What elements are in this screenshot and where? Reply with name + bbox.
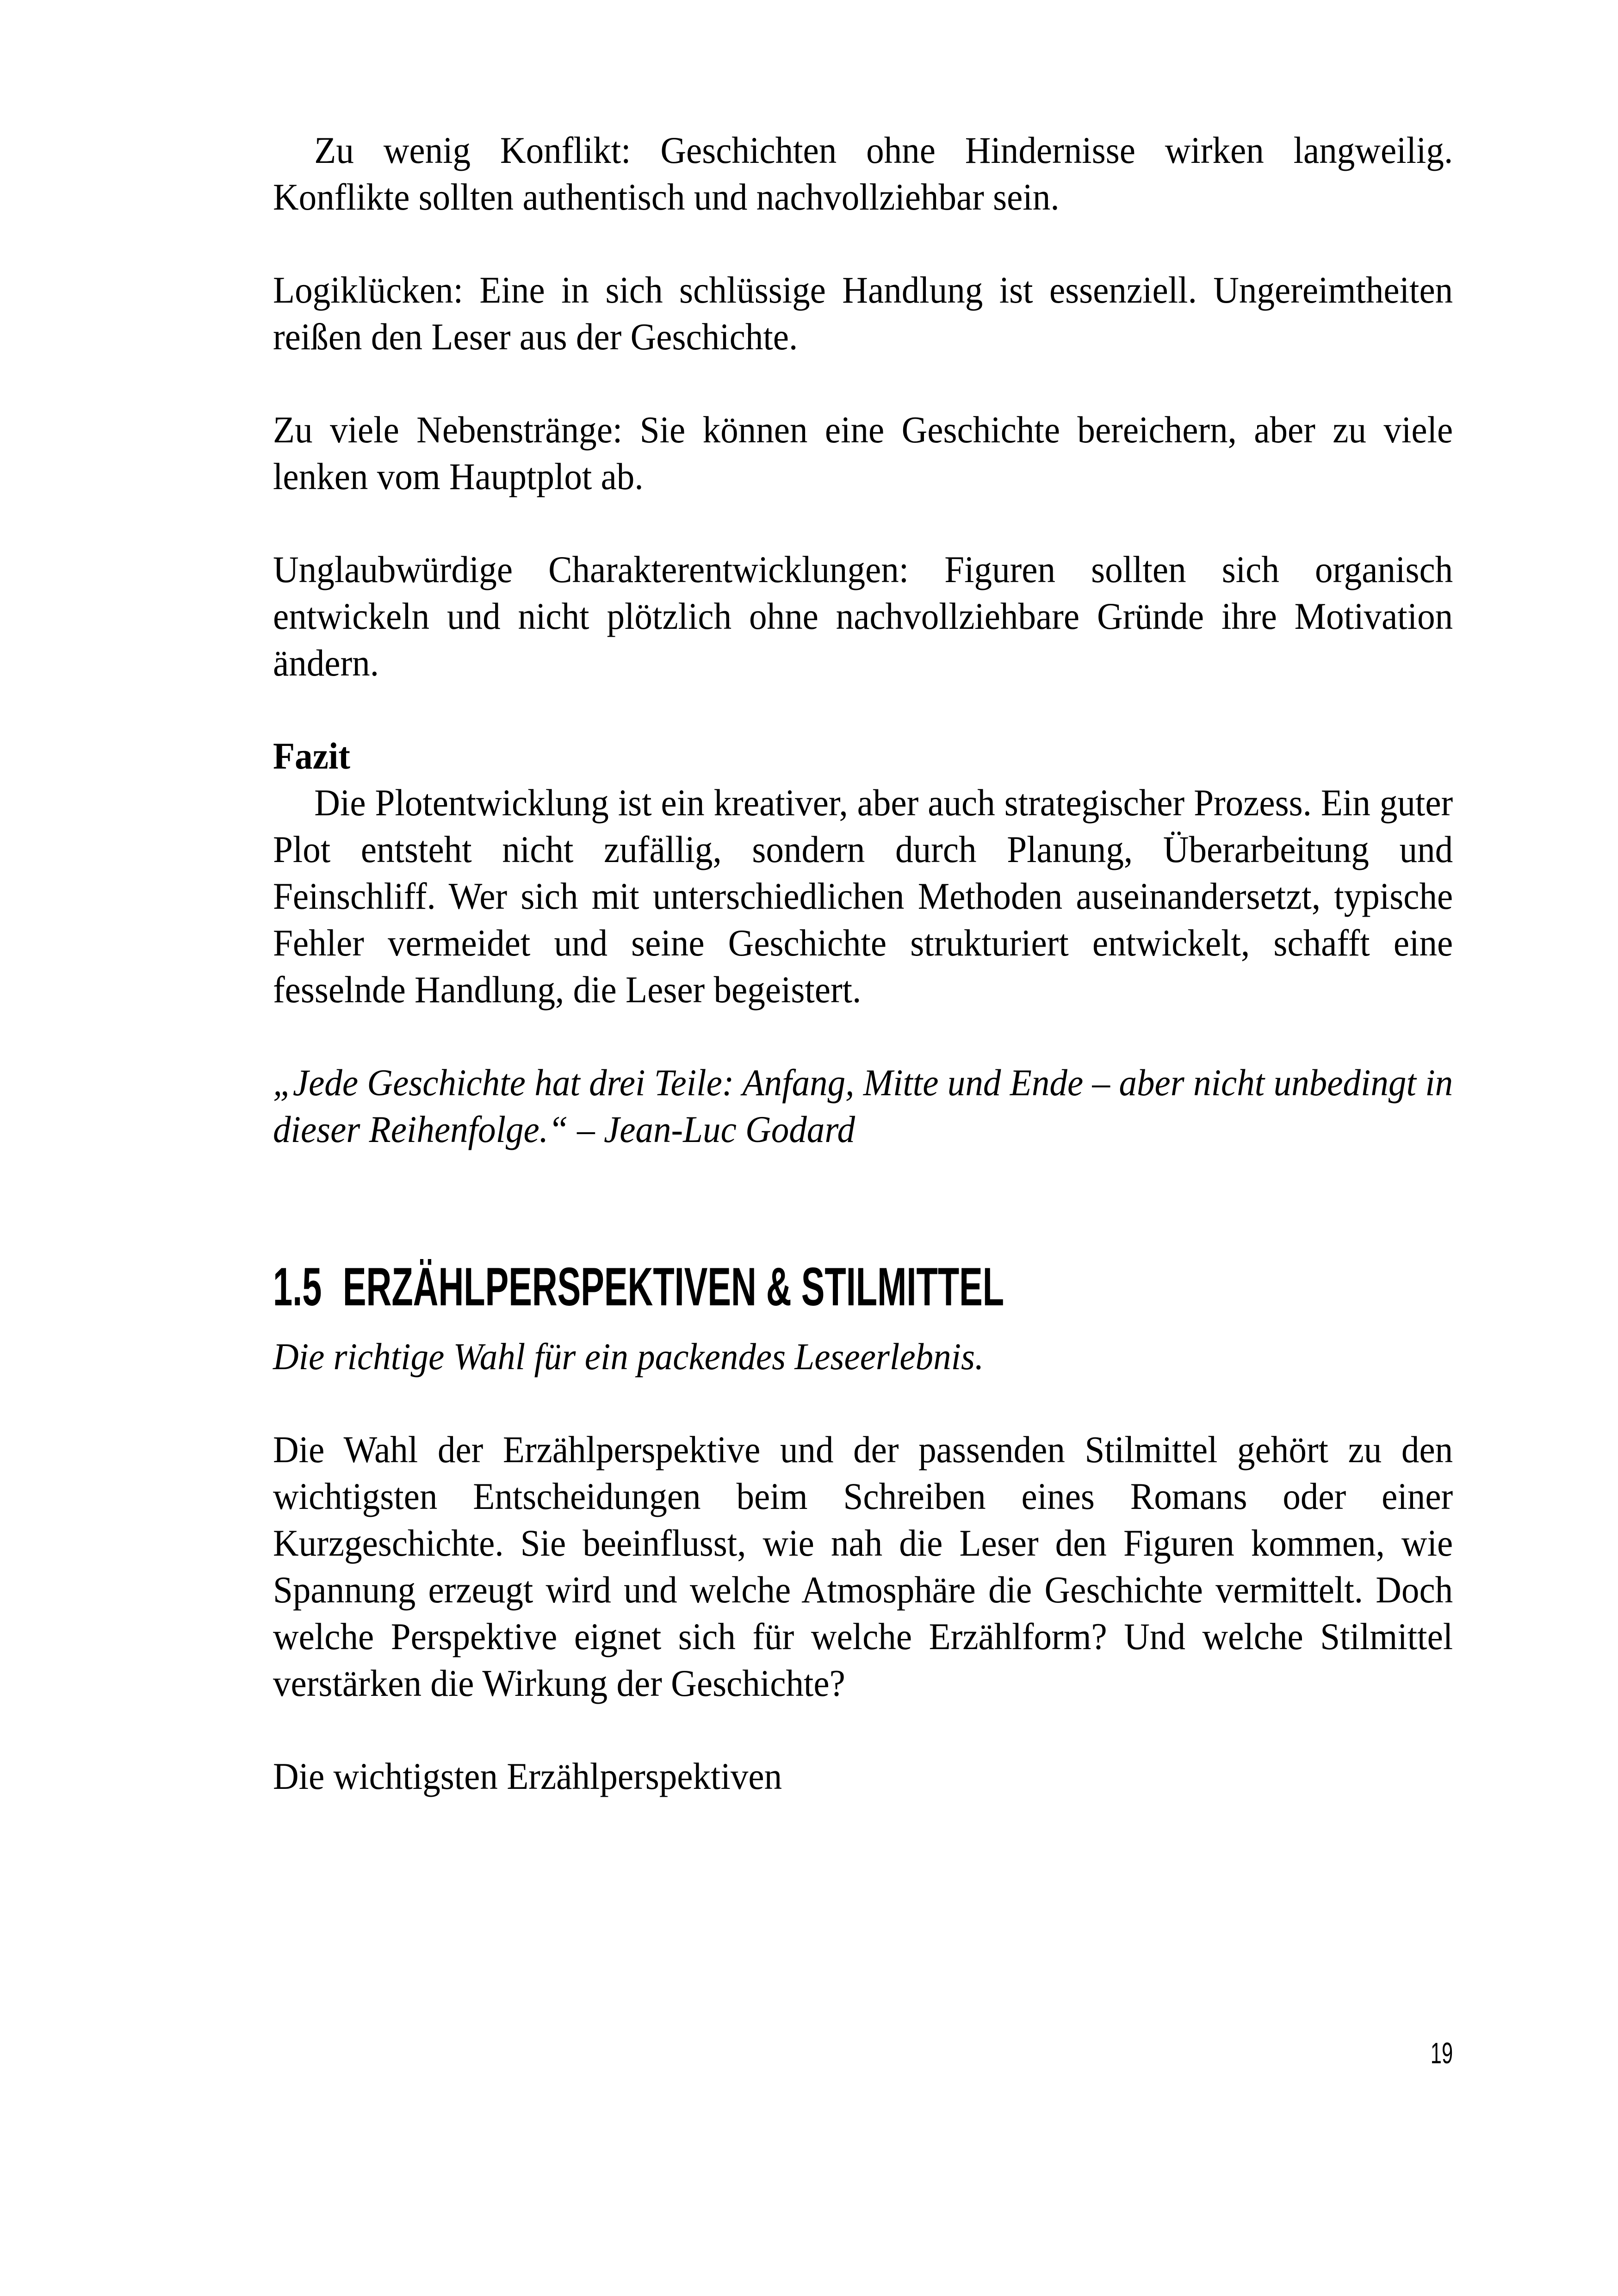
section-number: 1.5 (273, 1256, 322, 1317)
paragraph-nebenstraenge: Zu viele Nebenstränge: Sie können eine Geschichte bereichern, aber zu viele lenken vom Hauptplot ab. (273, 409, 1453, 497)
section-title: ERZÄHLPERSPEKTIVEN & STILMITTEL (342, 1256, 1004, 1317)
paragraph-logikluecken: Logiklücken: Eine in sich schlüssige Handlung ist essenziell. Ungereimtheiten reißen den Leser aus der Geschichte. (273, 269, 1453, 358)
fazit-paragraph: Die Plotentwicklung ist ein kreativer, aber auch strategischer Prozess. Ein guter Plot entsteht nicht zufällig, sondern durch Planung, Überarbeitung und Feinschliff. Wer sich mit unterschiedlichen Methoden auseinandersetzt, typische Fehler vermeidet und seine Geschichte strukturiert entwickelt, schafft eine fesselnde Handlung, die Leser begeistert. (273, 782, 1453, 1011)
section-subtitle: Die richtige Wahl für ein packendes Leseerlebnis. (273, 1335, 984, 1378)
section-intro-paragraph: Die Wahl der Erzählperspektive und der passenden Stilmittel gehört zu den wichtigsten Entscheidungen beim Schreiben eines Romans oder einer Kurzgeschichte. Sie beeinflusst, wie nah die Leser den Figuren kommen, wie Spannung erzeugt wird und welche Atmosphäre die Geschichte vermittelt. Doch welche Perspektive eignet sich für welche Erzählform? Und welche Stilmittel verstärken die Wirkung der Geschichte? (273, 1428, 1453, 1704)
paragraph-konflikt: Zu wenig Konflikt: Geschichten ohne Hindernisse wirken langweilig. Konflikte sollten authentisch und nachvollziehbar sein. (273, 129, 1453, 218)
page-number (1420, 2037, 1453, 2069)
quote-godard: „Jede Geschichte hat drei Teile: Anfang, Mitte und Ende – aber nicht unbedingt in dieser Reihenfolge.“ – Jean-Luc Godard (273, 1061, 1453, 1150)
page-number-value: 19 (1430, 2036, 1453, 2070)
page-content (273, 127, 1453, 1846)
paragraph-charakterentwicklungen: Unglaubwürdige Charakterentwicklungen: Figuren sollten sich organisch entwickeln und nicht plötzlich ohne nachvollziehbare Gründe ihre Motivation ändern. (273, 548, 1453, 684)
section-lead-line: Die wichtigsten Erzählperspektiven (273, 1755, 782, 1797)
section-heading (273, 1254, 1453, 1319)
fazit-heading: Fazit (273, 735, 350, 777)
section-heading-text (273, 1254, 1004, 1319)
